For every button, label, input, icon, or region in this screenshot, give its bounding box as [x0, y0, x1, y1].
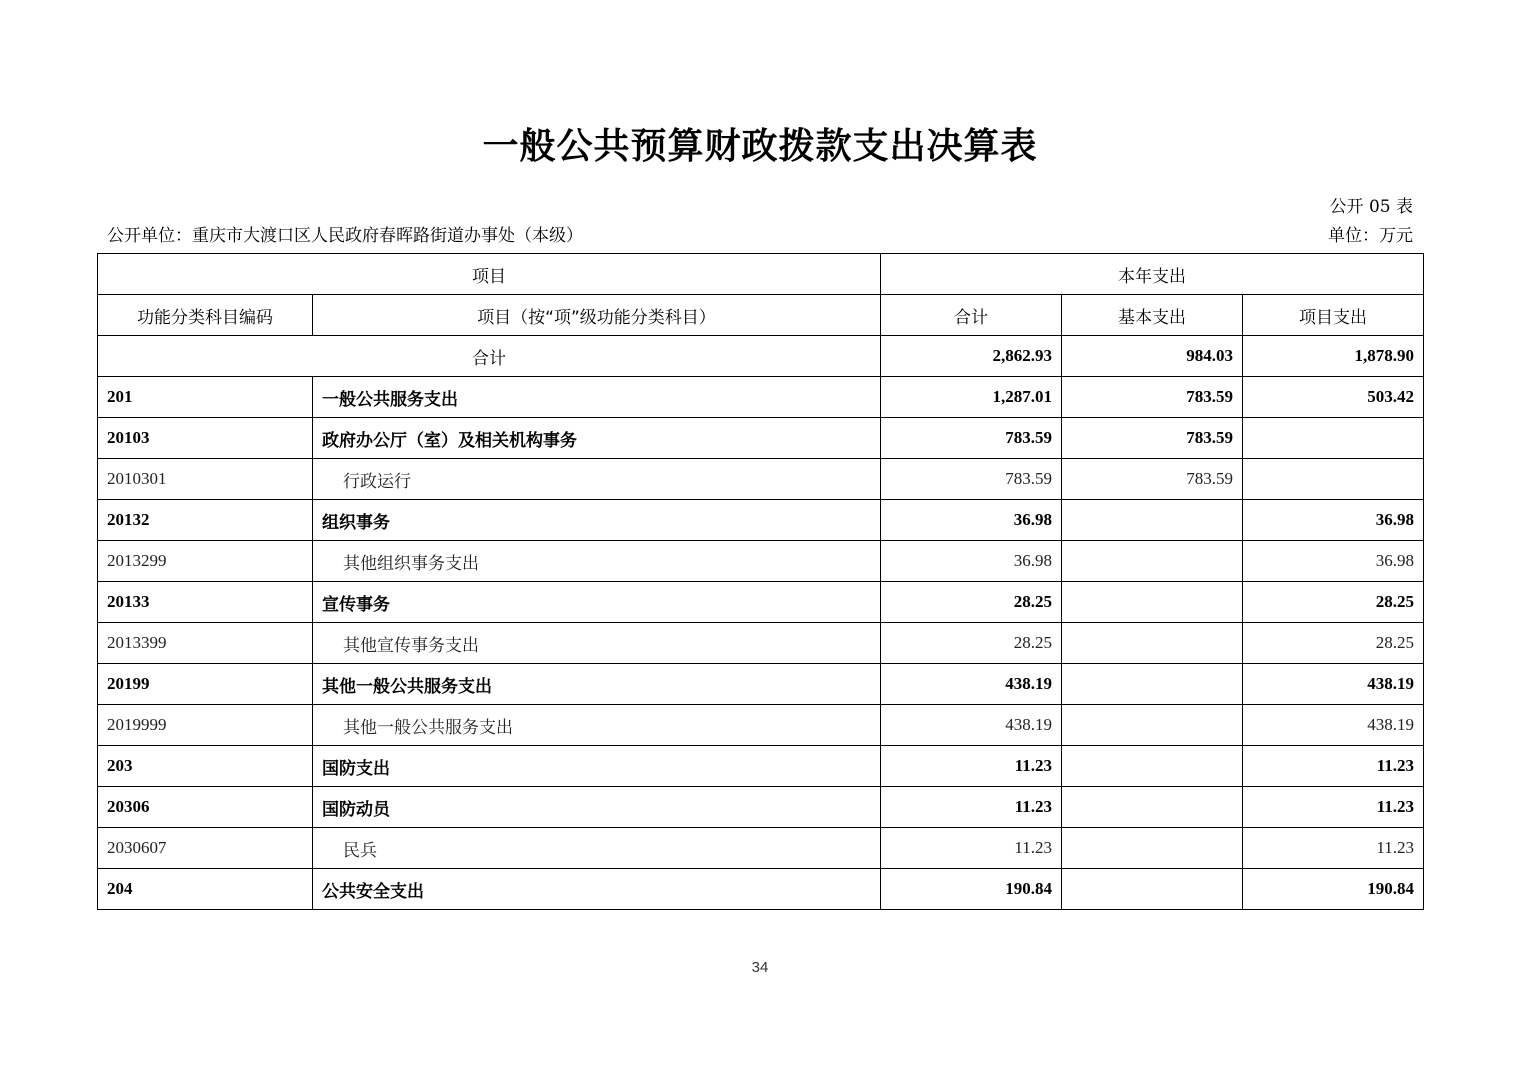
row-code: 203	[98, 746, 313, 787]
row-project: 438.19	[1243, 664, 1424, 705]
row-total: 28.25	[881, 582, 1062, 623]
table-row	[98, 418, 1424, 459]
table-row	[98, 705, 1424, 746]
total-basic: 984.03	[1062, 336, 1243, 377]
row-project: 438.19	[1243, 705, 1424, 746]
row-code: 20133	[98, 582, 313, 623]
header-row-group	[98, 254, 1424, 295]
row-name: 国防支出	[313, 746, 881, 787]
row-project: 11.23	[1243, 787, 1424, 828]
row-total: 438.19	[881, 705, 1062, 746]
row-basic	[1062, 582, 1243, 623]
row-project: 503.42	[1243, 377, 1424, 418]
currency-unit: 单位：万元	[1328, 226, 1413, 246]
row-total: 438.19	[881, 664, 1062, 705]
row-basic	[1062, 746, 1243, 787]
row-project: 11.23	[1243, 828, 1424, 869]
row-project: 28.25	[1243, 623, 1424, 664]
row-name: 政府办公厅（室）及相关机构事务	[313, 418, 881, 459]
header-current-year: 本年支出	[881, 254, 1424, 295]
row-basic	[1062, 623, 1243, 664]
header-name: 项目（按“项”级功能分类科目）	[313, 295, 881, 336]
row-name: 其他一般公共服务支出	[313, 664, 881, 705]
row-code: 2013299	[98, 541, 313, 582]
row-code: 20103	[98, 418, 313, 459]
row-name: 其他组织事务支出	[313, 541, 881, 582]
row-project: 36.98	[1243, 500, 1424, 541]
page-title: 一般公共预算财政拨款支出决算表	[482, 126, 1038, 167]
row-code: 2030607	[98, 828, 313, 869]
row-project: 36.98	[1243, 541, 1424, 582]
row-total: 11.23	[881, 787, 1062, 828]
row-basic	[1062, 705, 1243, 746]
reporting-unit: 公开单位：重庆市大渡口区人民政府春晖路街道办事处（本级）	[107, 226, 583, 246]
total-project: 1,878.90	[1243, 336, 1424, 377]
header-code: 功能分类科目编码	[98, 295, 313, 336]
total-row	[98, 336, 1424, 377]
table-row	[98, 828, 1424, 869]
row-total: 1,287.01	[881, 377, 1062, 418]
row-code: 2019999	[98, 705, 313, 746]
row-name: 公共安全支出	[313, 869, 881, 910]
row-code: 20199	[98, 664, 313, 705]
row-total: 36.98	[881, 500, 1062, 541]
row-name: 民兵	[313, 828, 881, 869]
row-total: 783.59	[881, 459, 1062, 500]
table-row	[98, 582, 1424, 623]
row-basic	[1062, 541, 1243, 582]
row-code: 2010301	[98, 459, 313, 500]
total-label: 合计	[98, 336, 881, 377]
form-number: 公开 05 表	[1329, 197, 1413, 217]
row-code: 20132	[98, 500, 313, 541]
row-total: 36.98	[881, 541, 1062, 582]
header-basic: 基本支出	[1062, 295, 1243, 336]
table-row	[98, 746, 1424, 787]
total-amount: 2,862.93	[881, 336, 1062, 377]
row-project: 28.25	[1243, 582, 1424, 623]
budget-table	[97, 253, 1424, 910]
table-row	[98, 500, 1424, 541]
row-project: 190.84	[1243, 869, 1424, 910]
table-row	[98, 787, 1424, 828]
row-total: 11.23	[881, 746, 1062, 787]
row-total: 190.84	[881, 869, 1062, 910]
row-basic: 783.59	[1062, 377, 1243, 418]
row-name: 组织事务	[313, 500, 881, 541]
table-body	[98, 336, 1424, 910]
page-number: 34	[751, 959, 769, 976]
row-basic: 783.59	[1062, 459, 1243, 500]
row-total: 11.23	[881, 828, 1062, 869]
table-row	[98, 869, 1424, 910]
row-total: 28.25	[881, 623, 1062, 664]
row-total: 783.59	[881, 418, 1062, 459]
table-row	[98, 541, 1424, 582]
row-code: 204	[98, 869, 313, 910]
table-row	[98, 459, 1424, 500]
table-row	[98, 664, 1424, 705]
row-basic	[1062, 869, 1243, 910]
row-code: 2013399	[98, 623, 313, 664]
row-project	[1243, 459, 1424, 500]
row-code: 201	[98, 377, 313, 418]
row-basic: 783.59	[1062, 418, 1243, 459]
row-name: 一般公共服务支出	[313, 377, 881, 418]
header-project: 项目支出	[1243, 295, 1424, 336]
row-basic	[1062, 787, 1243, 828]
table-row	[98, 377, 1424, 418]
row-project	[1243, 418, 1424, 459]
header-total: 合计	[881, 295, 1062, 336]
row-basic	[1062, 664, 1243, 705]
row-name: 宣传事务	[313, 582, 881, 623]
header-row-columns	[98, 295, 1424, 336]
row-name: 其他一般公共服务支出	[313, 705, 881, 746]
row-name: 行政运行	[313, 459, 881, 500]
row-name: 国防动员	[313, 787, 881, 828]
header-item: 项目	[98, 254, 881, 295]
row-project: 11.23	[1243, 746, 1424, 787]
row-code: 20306	[98, 787, 313, 828]
row-name: 其他宣传事务支出	[313, 623, 881, 664]
row-basic	[1062, 500, 1243, 541]
table-row	[98, 623, 1424, 664]
row-basic	[1062, 828, 1243, 869]
